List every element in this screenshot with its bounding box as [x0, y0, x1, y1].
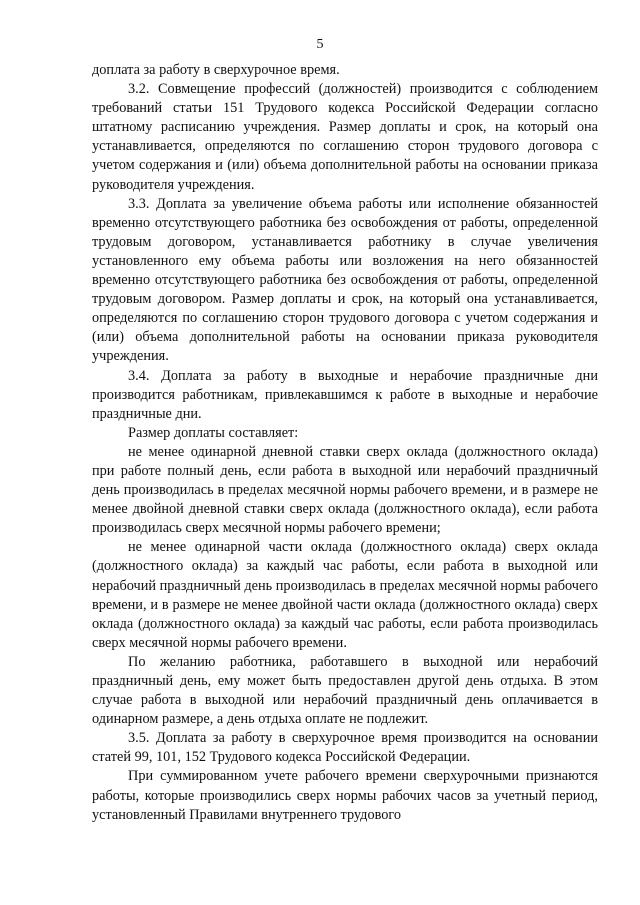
paragraph: не менее одинарной части оклада (должностного оклада) сверх оклада (должностного оклада) за каждый час работы, если работа в выходной или нерабочий праздничный день производилась в пределах месячной нормы рабочего времени, и в размере не менее двойной части оклада (должностного оклада) сверх оклада (должностного оклада) за каждый час работы, если работа производилась сверх месячной нормы рабочего времени.: [92, 539, 598, 651]
paragraph: не менее одинарной дневной ставки сверх оклада (должностного оклада) при работе полный день, если работа в выходной или нерабочий праздничный день производилась в пределах месячной нормы рабочего времени, и в размере не менее двойной дневной ставки сверх оклада (должностного оклада), если работа производилась сверх месячной нормы рабочего времени;: [92, 443, 598, 537]
paragraph: 3.2. Совмещение профессий (должностей) производится с соблюдением требований статьи 151 Трудового кодекса Российской Федерации согласно штатному расписанию учреждения. Размер доплаты и срок, на который она устанавливается, определяются по соглашению сторон трудового договора с учетом содержания и (или) объема дополнительной работы на основании приказа руководителя учреждения.: [92, 81, 598, 193]
page-number: 5: [316, 37, 324, 52]
paragraph: 3.5. Доплата за работу в сверхурочное время производится на основании статей 99, 101, 152 Трудового кодекса Российской Федерации.: [92, 730, 598, 766]
paragraph: Размер доплаты составляет:: [128, 424, 299, 441]
document-body: [92, 61, 598, 825]
paragraph: 3.3. Доплата за увеличение объема работы или исполнение обязанностей временно отсутствующего работника без освобождения от работы, определенной трудовым договором, устанавливается работнику в случае увеличения установленного ему объема работы или возложения на него обязанностей временно отсутствующего работника без освобождения от работы, определенной трудовым договором. Размер доплаты и срок, на который она устанавливается, определяются по соглашению сторон трудового договора с учетом содержания и (или) объема дополнительной работы на основании приказа руководителя учреждения.: [92, 195, 598, 365]
paragraph: По желанию работника, работавшего в выходной или нерабочий праздничный день, ему может быть предоставлен другой день отдыха. В этом случае работа в выходной или нерабочий праздничный день оплачивается в одинарном размере, а день отдыха оплате не подлежит.: [92, 653, 598, 728]
paragraph: доплата за работу в сверхурочное время.: [92, 62, 340, 78]
paragraph: 3.4. Доплата за работу в выходные и нерабочие праздничные дни производится работникам, привлекавшимся к работе в выходные и нерабочие праздничные дни.: [92, 367, 598, 422]
paragraph: При суммированном учете рабочего времени сверхурочными признаются работы, которые производились сверх нормы рабочих часов за учетный период, установленный Правилами внутреннего трудового: [92, 768, 598, 823]
